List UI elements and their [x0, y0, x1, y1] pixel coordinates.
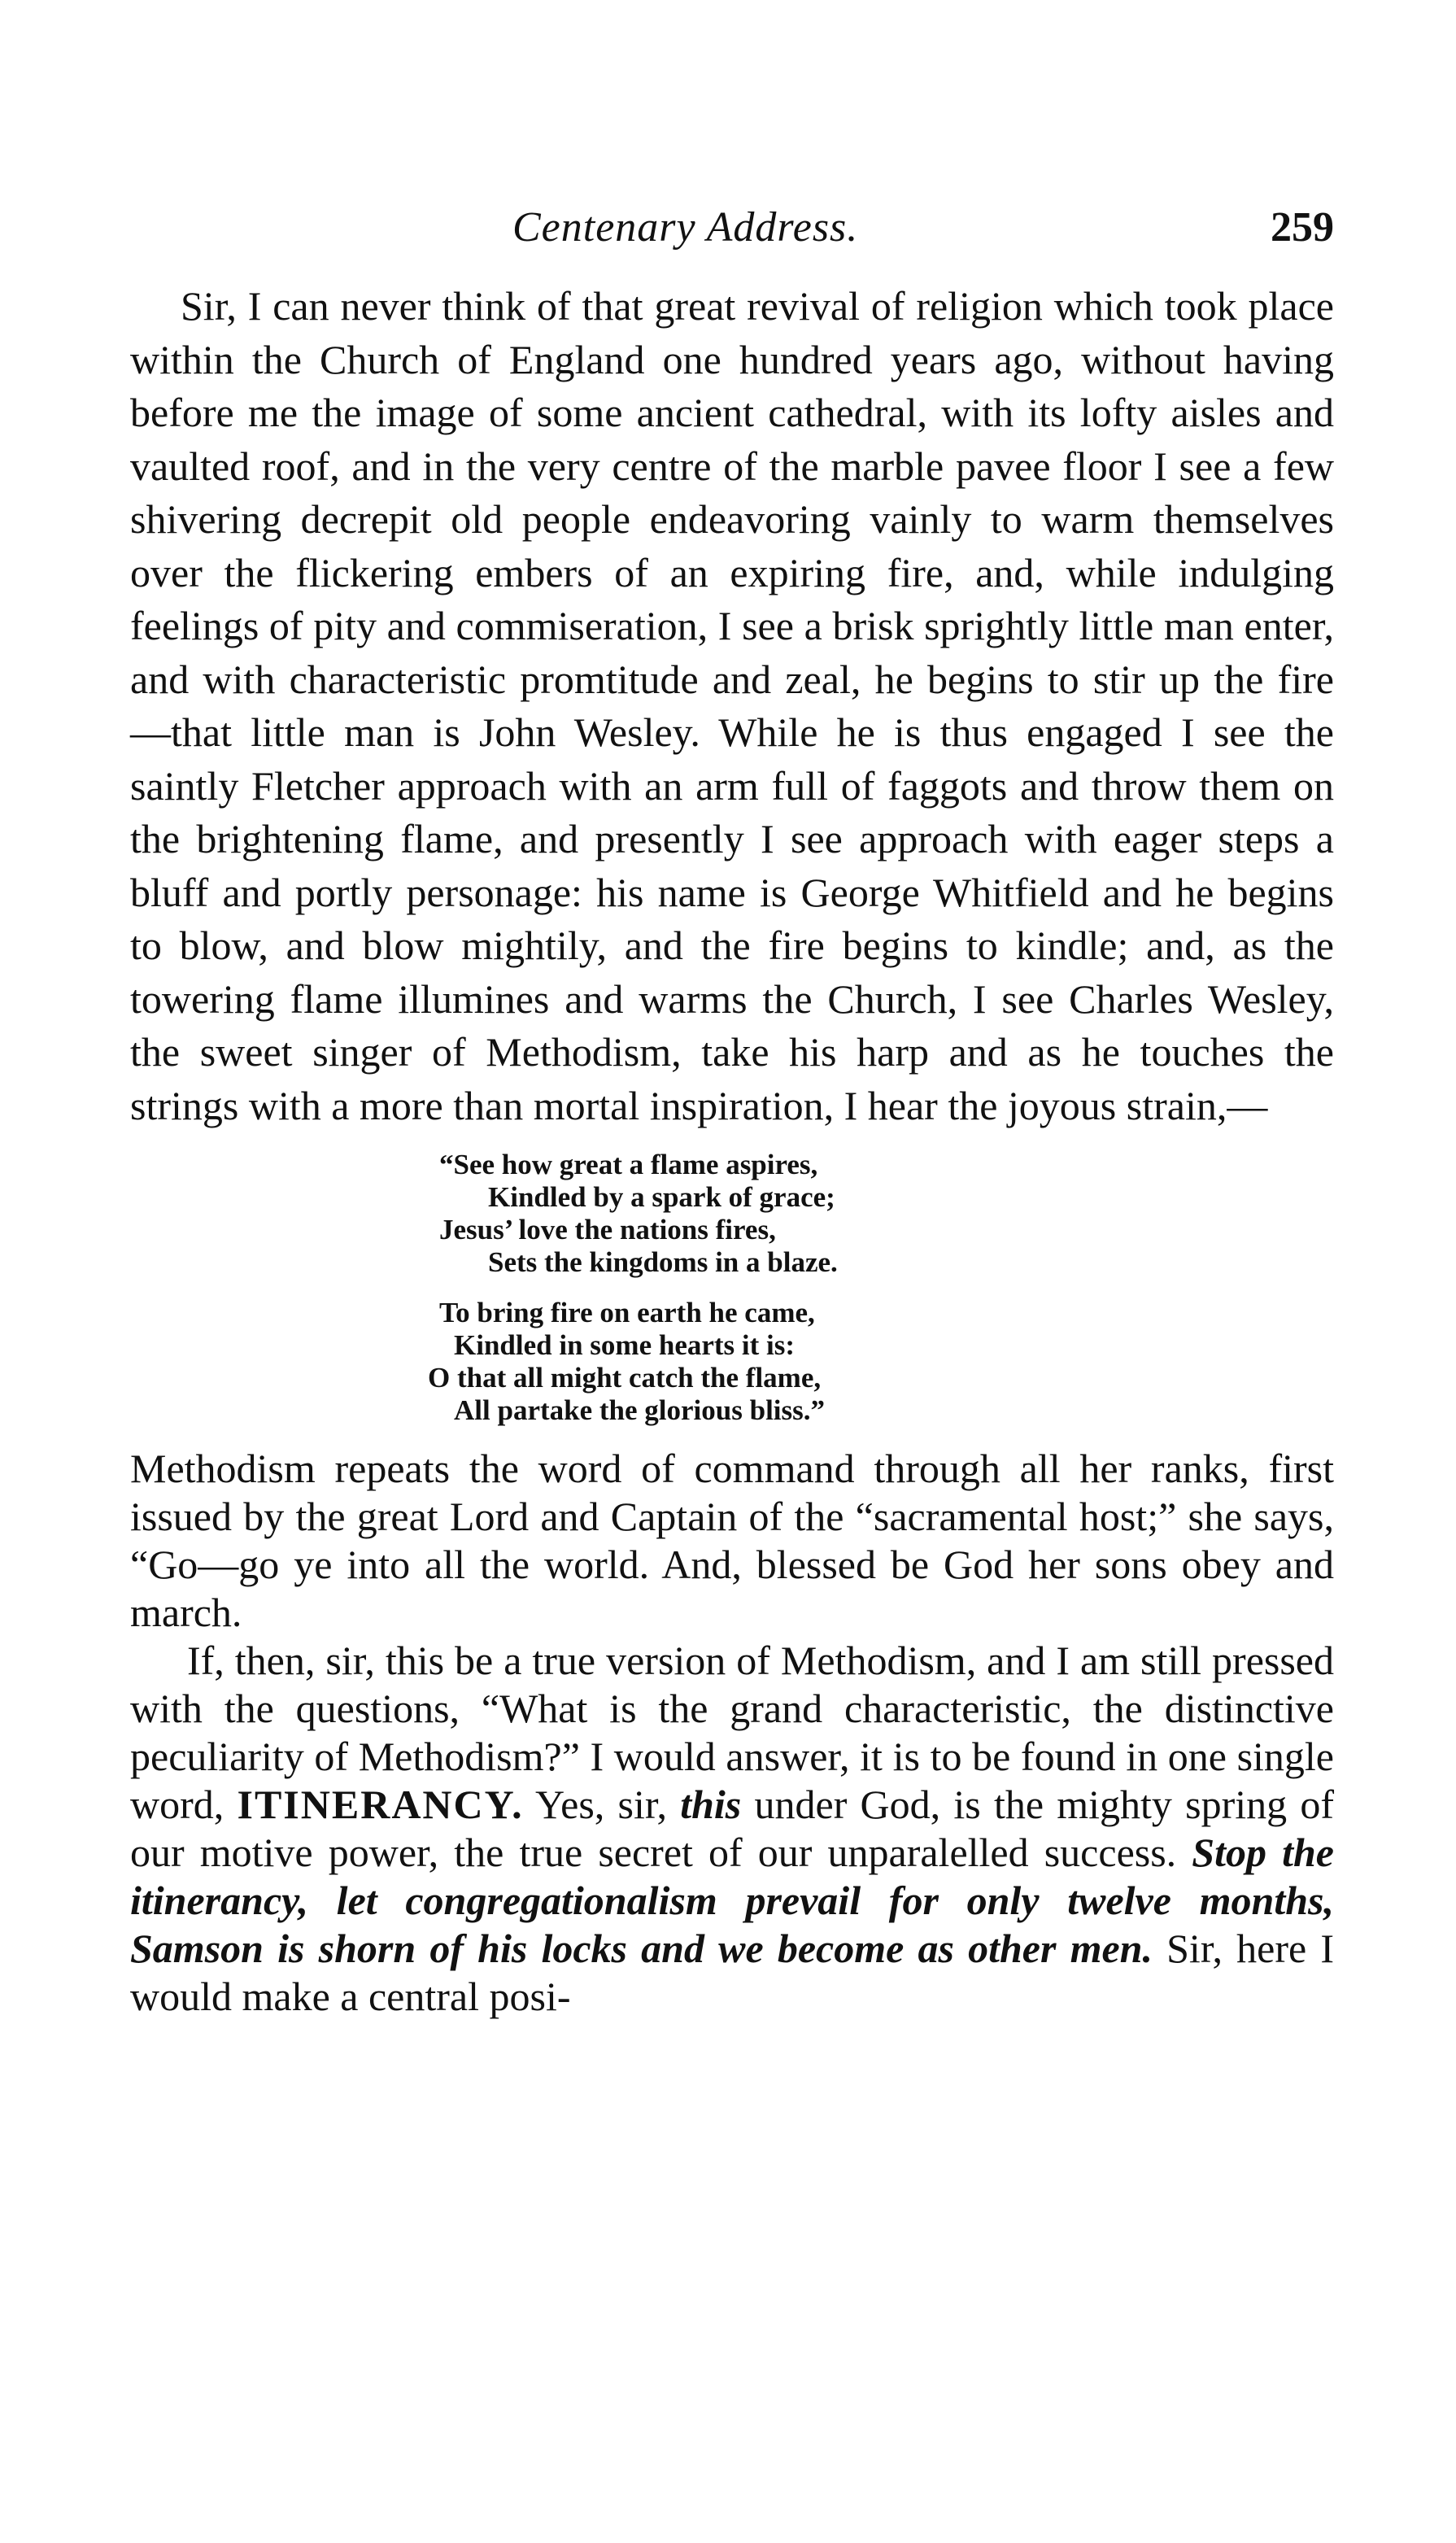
hymn-line: To bring fire on earth he came, — [439, 1297, 815, 1328]
hymn-stanza-1 — [439, 1149, 1334, 1279]
page-number: 259 — [1271, 204, 1334, 251]
text-run: Yes, sir, — [523, 1782, 681, 1827]
text-run: If, then, sir, this be a true version of Methodism, and I am still pressed with the questions, “What is the grand characteristic, the distinctive peculiarity of Methodism?” I would answer, it is to be found in one single word, — [130, 1638, 1334, 1827]
body-text — [130, 280, 1334, 2021]
itinerancy-word: ITINERANCY. — [237, 1782, 524, 1827]
emphasis-this: this — [680, 1782, 742, 1827]
hymn-line: All partake the glorious bliss.” — [454, 1394, 826, 1426]
hymn-line: “See how great a flame aspires, — [439, 1149, 818, 1180]
paragraph-itinerancy — [130, 1637, 1334, 2021]
running-title: Centenary Address. — [512, 204, 859, 251]
hymn-line: Jesus’ love the nations fires, — [439, 1214, 776, 1245]
hymn-line: Kindled by a spark of grace; — [488, 1181, 835, 1213]
page-header — [130, 203, 1334, 260]
hymn-line: O that all might catch the flame, — [428, 1362, 822, 1394]
hymn-stanza-2 — [428, 1297, 1334, 1427]
hymn-line: Sets the kingdoms in a blaze. — [488, 1246, 838, 1278]
text-run: Sir, here I would make a central posi- — [130, 1926, 1334, 2019]
hymn-quotation — [428, 1149, 1334, 1427]
hymn-line: Kindled in some hearts it is: — [454, 1329, 796, 1361]
paragraph-revival: Sir, I can never think of that great revival of religion which took place within the Church of England one hundred years ago, without having before me the image of some ancient cathedral, with its lofty aisles and vaulted roof, and in the very centre of the marble pavee floor I see a few shivering decrepit old people endeavoring vainly to warm themselves over the flickering embers of an expiring fire, and, while indulging feelings of pity and commiseration, I see a brisk sprightly little man enter, and with characteristic promtitude and zeal, he begins to stir up the fire —that little man is John Wesley. While he is thus engaged I see the saintly Fletcher approach with an arm full of faggots and throw them on the brightening flame, and presently I see approach with eager steps a bluff and portly personage: his name is George Whitfield and he begins to blow, and blow mightily, and the fire begins to kindle; and, as the towering flame illumines and warms the Church, I see Charles Wesley, the sweet singer of Methodism, take his harp and as he touches the strings with a more than mortal inspiration, I hear the joyous strain,— — [130, 283, 1334, 1128]
paragraph-methodism-command: Methodism repeats the word of command through all her ranks, first issued by the great Lord and Captain of the “sacramental host;” she says, “Go—go ye into all the world. And, blessed be God her sons obey and march. — [130, 1446, 1334, 1635]
text-run: under God, is the mighty spring of our motive power, the true secret of our unparalelled success. — [130, 1782, 1334, 1875]
italic-emphasis: Stop the itinerancy, let congregationalism prevail for only twelve months, Samson is shorn of his locks and we become as other men. — [130, 1830, 1334, 1971]
